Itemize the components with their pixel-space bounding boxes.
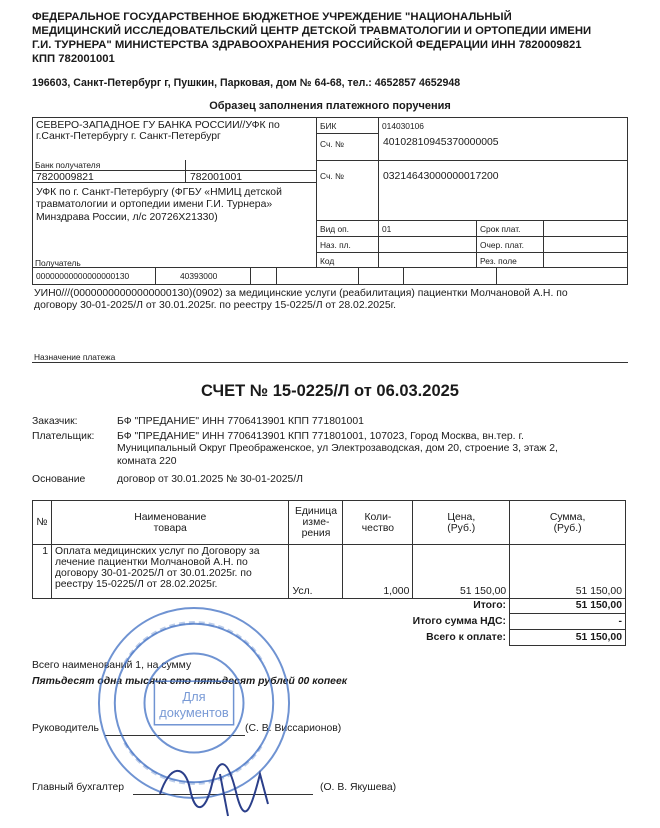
payment-purpose: УИН0///(00000000000000000130)(0902) за медицинские услуги (реабилитация) пациентки Молчановой А.Н. по договору 30-01-2025/Л от 30.01.2025г. по реестру 15-0225/Л от 28.02.2025г.: [34, 288, 568, 312]
ocher-label: Очер. плат.: [480, 240, 524, 250]
vid-op-value: 01: [382, 224, 392, 234]
customer-value: БФ "ПРЕДАНИЕ" ИНН 7706413901 КПП 771801001: [117, 416, 364, 427]
col-qty: Коли- чество: [343, 501, 413, 545]
accountant-label: Главный бухгалтер: [32, 782, 125, 793]
account2-value: 03214643000000017200: [383, 171, 499, 182]
total-value: 51 150,00: [575, 632, 622, 643]
uin-code: 00000000000000000130: [36, 271, 130, 281]
org-address: 196603, Санкт-Петербург г, Пушкин, Парковая, дом № 64-68, тел.: 4652857 4652948: [32, 77, 461, 89]
col-unit: Единица изме- рения: [289, 501, 343, 545]
account2-label: Сч. №: [320, 171, 344, 181]
table-header-row: [33, 501, 626, 545]
org-line: МЕДИЦИНСКИЙ ИССЛЕДОВАТЕЛЬСКИЙ ЦЕНТР ДЕТСКОЙ ТРАВМАТОЛОГИИ И ОРТОПЕДИИ ИМЕНИ: [32, 25, 592, 37]
oktmo-code: 40393000: [180, 271, 218, 281]
org-line: КПП 782001001: [32, 53, 115, 65]
bank-label: Банк получателя: [35, 160, 101, 170]
payer-value: БФ "ПРЕДАНИЕ" ИНН 7706413901 КПП 771801001, 107023, Город Москва, вн.тер. г. Муниципальный Округ Преображенское, ул Электрозаводская, дом 20, строение 3, этаж 2, комната 220: [117, 431, 558, 467]
customer-label: Заказчик:: [32, 416, 78, 427]
accountant-name: (О. В. Якушева): [320, 782, 397, 793]
head-label: Руководитель: [32, 723, 99, 734]
basis-label: Основание: [32, 474, 86, 485]
table-row: [33, 545, 626, 599]
payer-label: Плательщик:: [32, 431, 95, 442]
purpose-label: Назначение платежа: [34, 352, 116, 362]
col-price: Цена, (Руб.): [413, 501, 510, 545]
signature-icon: [150, 744, 285, 824]
total-label: Всего к оплате:: [426, 632, 506, 643]
svg-text:документов: документов: [159, 704, 229, 720]
account1-value: 40102810945370000005: [383, 137, 499, 148]
row-qty: 1,000: [343, 545, 413, 599]
col-sum: Сумма, (Руб.): [510, 501, 626, 545]
vid-op-label: Вид оп.: [320, 224, 349, 234]
sample-title: Образец заполнения платежного поручения: [209, 100, 451, 112]
svg-text:Для: Для: [182, 689, 206, 705]
kod-label: Код: [320, 256, 335, 266]
org-line: Г.И. ТУРНЕРА" МИНИСТЕРСТВА ЗДРАВООХРАНЕНИЯ РОССИЙСКОЙ ФЕДЕРАЦИИ ИНН 7820009821: [32, 39, 582, 51]
nds-label: Итого сумма НДС:: [412, 616, 506, 627]
row-price: 51 150,00: [413, 545, 510, 599]
bik-value: 014030106: [382, 121, 424, 131]
itogo-value: 51 150,00: [575, 600, 622, 611]
row-name: Оплата медицинских услуг по Договору за лечение пациентки Молчановой А.Н. по договору 30-01-2025/Л от 30.01.2025г. по реестру 15-0225/Л от 28.02.2025г.: [51, 545, 289, 599]
nds-value: -: [618, 616, 622, 627]
account1-label: Сч. №: [320, 139, 344, 149]
invoice-title: СЧЕТ № 15-0225/Л от 06.03.2025: [201, 382, 459, 400]
recipient-label: Получатель: [35, 258, 81, 268]
col-name: Наименование товара: [51, 501, 289, 545]
row-no: 1: [33, 545, 52, 599]
org-line: ФЕДЕРАЛЬНОЕ ГОСУДАРСТВЕННОЕ БЮДЖЕТНОЕ УЧРЕЖДЕНИЕ "НАЦИОНАЛЬНЫЙ: [32, 11, 512, 23]
head-name: (С. В. Виссарионов): [245, 723, 342, 734]
row-unit: Усл.: [289, 545, 343, 599]
amount-in-words: Пятьдесят одна тысяча сто пятьдесят рублей 00 копеек: [32, 676, 347, 687]
bank-name: СЕВЕРО-ЗАПАДНОЕ ГУ БАНКА РОССИИ//УФК по г.Санкт-Петербургу г. Санкт-Петербург: [36, 120, 280, 142]
recipient-kpp: 782001001: [190, 172, 243, 183]
items-table: [32, 500, 626, 599]
bik-label: БИК: [320, 121, 337, 131]
itogo-label: Итого:: [473, 600, 506, 611]
recipient-name: УФК по г. Санкт-Петербургу (ФГБУ «НМИЦ детской травматологии и ортопедии имени Г.И. Турнера» Минздрава России, л/с 20726Х21330): [36, 187, 282, 223]
recipient-inn: 7820009821: [36, 172, 94, 183]
row-sum: 51 150,00: [510, 545, 626, 599]
naz-pl-label: Наз. пл.: [320, 240, 351, 250]
items-count: Всего наименований 1, на сумму: [32, 660, 192, 671]
basis-value: договор от 30.01.2025 № 30-01-2025/Л: [117, 474, 304, 485]
srok-label: Срок плат.: [480, 224, 521, 234]
col-no: №: [33, 501, 52, 545]
rez-label: Рез. поле: [480, 256, 517, 266]
